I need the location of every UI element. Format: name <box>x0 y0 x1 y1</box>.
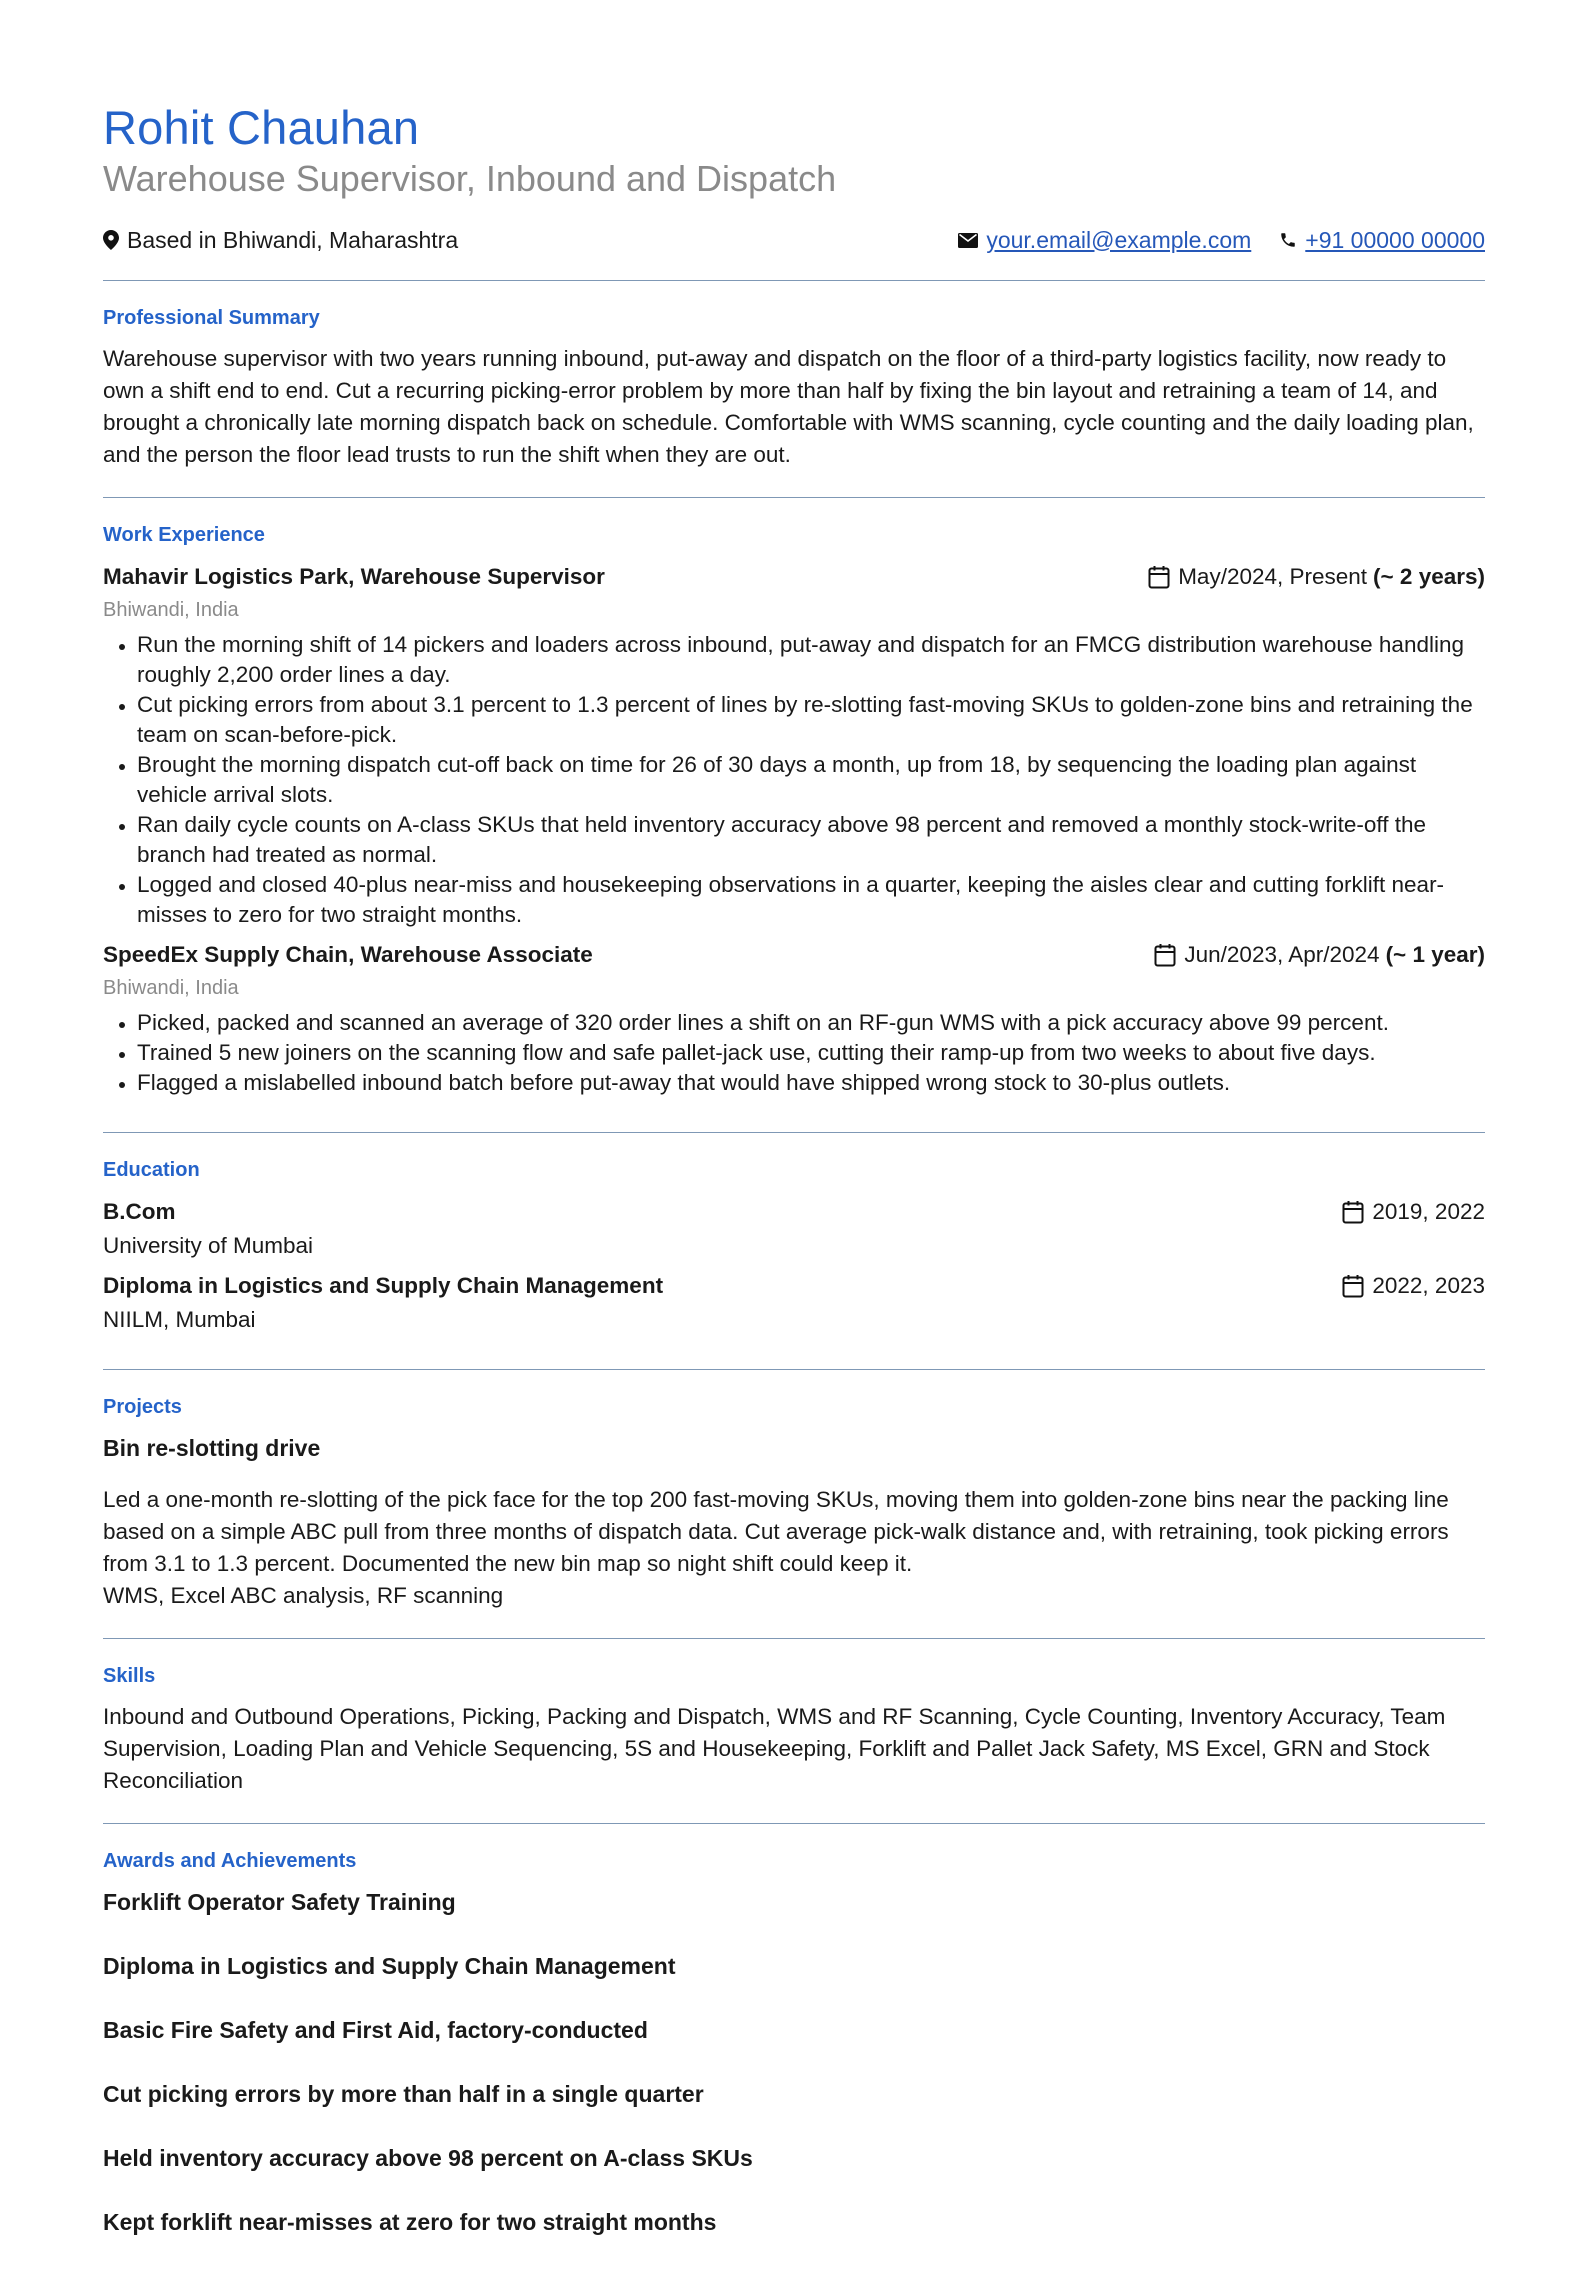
job-title: Mahavir Logistics Park, Warehouse Supervisor <box>103 564 605 589</box>
job-position: Warehouse Supervisor <box>360 564 605 589</box>
email-item <box>958 227 1251 254</box>
job-title: SpeedEx Supply Chain, Warehouse Associate <box>103 942 593 967</box>
experience-title: Work Experience <box>103 524 265 546</box>
award-item: Diploma in Logistics and Supply Chain Management <box>103 1953 676 1979</box>
education-dates <box>1342 1195 1485 1229</box>
education-degree: B.Com <box>103 1199 176 1224</box>
project-description: Led a one-month re-slotting of the pick face for the top 200 fast-moving SKUs, moving them into golden-zone bins near the packing line based on a simple ABC pull from three months of dispatch data. Cut average pick-walk distance and, with retraining, took picking errors from 3.1 to 1.3 percent. Documented the new bin map so night shift could keep it. <box>103 1487 1449 1576</box>
list-item: • Logged and closed 40-plus near-miss and housekeeping observations in a quarter, keeping the aisles clear and cutting forklift near-misses to zero for two straight months. <box>137 870 1485 930</box>
projects-title: Projects <box>103 1396 182 1418</box>
education-school: University of Mumbai <box>103 1233 314 1258</box>
job-bullets <box>103 1008 1485 1098</box>
job-entry <box>103 938 1485 1098</box>
phone-link[interactable]: +91 00000 00000 <box>1305 226 1485 253</box>
list-item: • Run the morning shift of 14 pickers and loaders across inbound, put-away and dispatch for an FMCG distribution warehouse handling roughly 2,200 order lines a day. <box>137 630 1485 690</box>
skills-text: Inbound and Outbound Operations, Picking, Packing and Dispatch, WMS and RF Scanning, Cycle Counting, Inventory Accuracy, Team Supervision, Loading Plan and Vehicle Sequencing, 5S and Housekeeping, Forklift and Pallet Jack Safety, MS Excel, GRN and Stock Reconciliation <box>103 1704 1446 1793</box>
calendar-icon <box>1342 1200 1364 1224</box>
job-dates <box>1148 560 1485 594</box>
list-item: • Flagged a mislabelled inbound batch before put-away that would have shipped wrong stock to 30-plus outlets. <box>137 1068 1485 1098</box>
award-item: Cut picking errors by more than half in a single quarter <box>103 2081 704 2107</box>
job-date-range: May/2024, Present <box>1178 564 1368 589</box>
list-item: • Cut picking errors from about 3.1 percent to 1.3 percent of lines by re-slotting fast-moving SKUs to golden-zone bins and retraining the team on scan-before-pick. <box>137 690 1485 750</box>
job-date-range: Jun/2023, Apr/2024 <box>1184 942 1380 967</box>
experience-section <box>103 498 1485 1132</box>
project-name: Bin re-slotting drive <box>103 1435 321 1461</box>
education-dates <box>1342 1269 1485 1303</box>
job-header <box>103 938 1485 972</box>
summary-title: Professional Summary <box>103 307 320 329</box>
envelope-icon <box>958 233 978 248</box>
skills-title: Skills <box>103 1665 156 1687</box>
contact-right <box>930 227 1485 254</box>
candidate-name: Rohit Chauhan <box>103 101 420 154</box>
education-date-range: 2019, 2022 <box>1372 1199 1485 1224</box>
location-text: Based in Bhiwandi, Maharashtra <box>127 226 459 253</box>
education-title: Education <box>103 1159 200 1181</box>
education-header <box>103 1195 1485 1229</box>
education-date-range: 2022, 2023 <box>1372 1273 1485 1298</box>
awards-section <box>103 1824 1485 2296</box>
job-company: SpeedEx Supply Chain <box>103 942 349 967</box>
education-header <box>103 1269 1485 1303</box>
list-item: • Brought the morning dispatch cut-off back on time for 26 of 30 days a month, up from 18, by sequencing the loading plan against vehicle arrival slots. <box>137 750 1485 810</box>
calendar-icon <box>1148 565 1170 589</box>
job-company: Mahavir Logistics Park <box>103 564 349 589</box>
education-school: NIILM, Mumbai <box>103 1307 256 1332</box>
job-position: Warehouse Associate <box>360 942 593 967</box>
map-pin-icon <box>103 230 119 250</box>
email-link[interactable]: your.email@example.com <box>986 226 1252 253</box>
job-location: Bhiwandi, India <box>103 977 239 999</box>
projects-section <box>103 1370 1485 1638</box>
phone-icon <box>1279 231 1297 249</box>
education-section <box>103 1133 1485 1369</box>
contact-row <box>103 222 1485 258</box>
job-duration: (~ 2 years) <box>1373 564 1485 589</box>
candidate-role: Warehouse Supervisor, Inbound and Dispatch <box>103 158 837 199</box>
job-duration: (~ 1 year) <box>1385 942 1485 967</box>
location-item <box>103 227 458 254</box>
job-dates <box>1154 938 1485 972</box>
summary-text: Warehouse supervisor with two years running inbound, put-away and dispatch on the floor of a third-party logistics facility, now ready to own a shift end to end. Cut a recurring picking-error problem by more than half by fixing the bin layout and retraining a team of 14, and brought a chronically late morning dispatch back on schedule. Comfortable with WMS scanning, cycle counting and the daily loading plan, and the person the floor lead trusts to run the shift when they are out. <box>103 346 1474 467</box>
award-item: Forklift Operator Safety Training <box>103 1889 456 1915</box>
job-header <box>103 560 1485 594</box>
summary-section <box>103 281 1485 497</box>
award-item: Kept forklift near-misses at zero for two straight months <box>103 2209 717 2235</box>
list-item: • Ran daily cycle counts on A-class SKUs that held inventory accuracy above 98 percent and removed a monthly stock-write-off the branch had treated as normal. <box>137 810 1485 870</box>
project-tools: WMS, Excel ABC analysis, RF scanning <box>103 1583 504 1608</box>
calendar-icon <box>1342 1274 1364 1298</box>
contact-left <box>103 227 458 254</box>
award-item: Basic Fire Safety and First Aid, factory-conducted <box>103 2017 648 2043</box>
job-entry <box>103 560 1485 930</box>
calendar-icon <box>1154 943 1176 967</box>
phone-item <box>1279 227 1485 254</box>
award-item: Held inventory accuracy above 98 percent on A-class SKUs <box>103 2145 753 2171</box>
skills-section <box>103 1639 1485 1823</box>
list-item: • Trained 5 new joiners on the scanning flow and safe pallet-jack use, cutting their ramp-up from two weeks to about five days. <box>137 1038 1485 1068</box>
job-location: Bhiwandi, India <box>103 599 239 621</box>
education-degree: Diploma in Logistics and Supply Chain Management <box>103 1273 664 1298</box>
list-item: • Picked, packed and scanned an average of 320 order lines a shift on an RF-gun WMS with a pick accuracy above 99 percent. <box>137 1008 1485 1038</box>
awards-title: Awards and Achievements <box>103 1850 357 1872</box>
job-bullets <box>103 630 1485 930</box>
